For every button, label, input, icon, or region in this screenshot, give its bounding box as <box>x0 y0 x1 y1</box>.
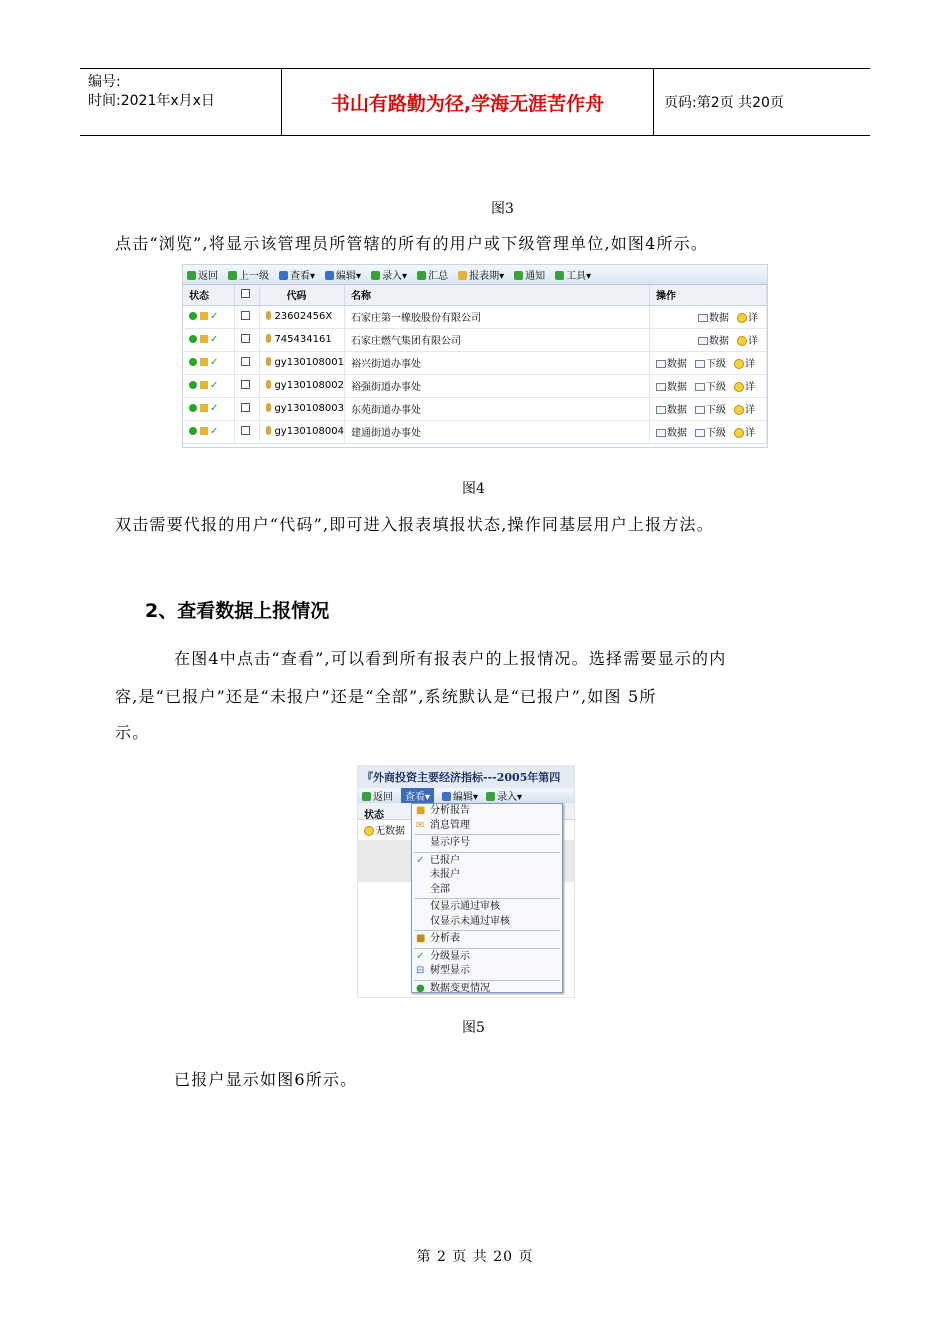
col-select[interactable] <box>234 285 260 305</box>
paragraph-view-line3: 示。 <box>115 723 150 742</box>
caption-fig3: 图3 <box>491 201 514 217</box>
status-cell <box>183 374 234 397</box>
menu-divider <box>414 930 560 931</box>
data-icon <box>656 360 666 368</box>
tb-edit[interactable]: 编辑▾ <box>325 267 361 282</box>
menu-label: 消息管理 <box>430 819 470 831</box>
tb-period[interactable]: 报表期▾ <box>458 267 504 282</box>
row-checkbox-cell[interactable] <box>234 374 260 397</box>
code-cell[interactable] <box>260 351 345 374</box>
op-detail[interactable] <box>737 332 758 347</box>
folder-icon <box>266 426 271 435</box>
folder-icon <box>266 403 271 412</box>
paragraph-view-line2: 容,是“已报户”还是“未报户”还是“全部”,系统默认是“已报户”,如图 5所 <box>115 687 657 706</box>
ops-cell <box>650 328 767 351</box>
change-icon: ● <box>416 982 425 994</box>
header-motto: 书山有路勤为径,学海无涯苦作舟 <box>282 69 654 135</box>
check-icon: ✓ <box>210 403 219 414</box>
code-text[interactable]: 745434161 <box>274 334 332 345</box>
row-checkbox-cell[interactable] <box>234 420 260 443</box>
status-dot-icon <box>189 312 197 320</box>
menu-item-unreported[interactable] <box>412 868 562 883</box>
name-cell: 石家庄第一橡胶股份有限公司 <box>344 305 649 328</box>
sublevel-icon <box>695 360 705 368</box>
col-ops: 操作 <box>650 285 767 305</box>
header-date: 时间:2021年x月x日 <box>88 93 215 109</box>
lock-icon <box>200 335 208 343</box>
edit-icon <box>442 792 451 801</box>
menu-label: 分析报告 <box>430 805 470 816</box>
menu-item-all[interactable] <box>412 883 562 898</box>
op-sublevel[interactable] <box>695 355 726 370</box>
status-dot-icon <box>189 381 197 389</box>
menu-item-level-view[interactable] <box>412 950 562 965</box>
op-sublevel[interactable] <box>695 424 726 439</box>
op-detail[interactable] <box>737 309 758 324</box>
ops-cell <box>650 351 767 374</box>
lock-icon <box>200 404 208 412</box>
status-dot-icon <box>189 335 197 343</box>
menu-item-data-changes[interactable] <box>412 982 562 997</box>
menu-item-messages[interactable] <box>412 819 562 834</box>
tb-tools[interactable]: 工具▾ <box>555 267 591 282</box>
lock-icon <box>200 427 208 435</box>
status-cell <box>183 397 234 420</box>
menu-label: 仅显示通过审核 <box>430 901 500 912</box>
menu-divider <box>414 980 560 981</box>
code-cell[interactable] <box>260 328 345 351</box>
op-data-label: 数据 <box>667 428 687 439</box>
input-icon <box>371 271 380 280</box>
view-icon <box>279 271 288 280</box>
op-detail-label: 详 <box>748 313 758 324</box>
header-page-info: 页码:第2页 共20页 <box>664 95 784 111</box>
figure-5-view-menu <box>357 765 575 998</box>
status-dot-icon <box>189 404 197 412</box>
status-cell <box>183 305 234 328</box>
fig4-table <box>183 285 767 444</box>
op-sublevel[interactable] <box>695 401 726 416</box>
ops-cell <box>650 305 767 328</box>
status-cell <box>183 351 234 374</box>
op-detail[interactable] <box>734 355 755 370</box>
row-checkbox[interactable] <box>241 380 250 389</box>
tb-up[interactable]: 上一级 <box>228 267 269 282</box>
col-status: 状态 <box>183 285 234 305</box>
menu-label: 全部 <box>430 883 450 895</box>
menu-divider <box>414 898 560 899</box>
lock-icon <box>200 358 208 366</box>
menu-label: 未报户 <box>430 869 460 880</box>
table-row[interactable] <box>183 305 767 328</box>
back-icon <box>362 792 371 801</box>
info-icon <box>737 313 747 323</box>
op-data-label: 数据 <box>667 382 687 393</box>
fig5-edit[interactable]: 编辑▾ <box>442 788 478 803</box>
op-sublevel-label: 下级 <box>706 359 726 370</box>
tb-notify[interactable]: 通知 <box>514 267 545 282</box>
fig4-toolbar <box>183 265 767 285</box>
name-cell: 裕兴街道办事处 <box>344 351 649 374</box>
row-checkbox[interactable] <box>241 357 250 366</box>
check-icon: ✓ <box>210 380 219 391</box>
fig5-back[interactable]: 返回 <box>362 788 393 803</box>
tb-summary[interactable]: 汇总 <box>417 267 448 282</box>
menu-label: 数据变更情况 <box>430 982 490 994</box>
tb-input[interactable]: 录入▾ <box>371 267 407 282</box>
header-meta <box>80 69 282 135</box>
op-data[interactable] <box>698 309 729 324</box>
fig5-row-label: 无数据 <box>375 826 405 837</box>
code-text[interactable]: gy130108001 <box>274 357 344 368</box>
code-cell[interactable] <box>260 374 345 397</box>
status-dot-icon <box>189 427 197 435</box>
row-checkbox-cell[interactable] <box>234 305 260 328</box>
lock-icon <box>200 381 208 389</box>
paragraph-browse: 点击“浏览”,将显示该管理员所管辖的所有的用户或下级管理单位,如图4所示。 <box>115 234 709 253</box>
status-cell <box>183 328 234 351</box>
col-name: 名称 <box>344 285 649 305</box>
ops-cell <box>650 397 767 420</box>
menu-divider <box>414 948 560 949</box>
row-checkbox[interactable] <box>241 426 250 435</box>
menu-item-show-index[interactable] <box>412 836 562 851</box>
row-checkbox-cell[interactable] <box>234 328 260 351</box>
op-detail-label: 详 <box>745 359 755 370</box>
name-cell: 石家庄燃气集团有限公司 <box>344 328 649 351</box>
check-icon: ✓ <box>210 311 219 322</box>
menu-item-approved-only[interactable] <box>412 900 562 915</box>
fig5-toolbar <box>358 788 574 803</box>
tb-back[interactable]: 返回 <box>187 267 218 282</box>
menu-item-analysis-report[interactable] <box>412 804 562 819</box>
menu-label: 显示序号 <box>430 837 470 848</box>
info-icon <box>734 359 744 369</box>
status-cell <box>183 420 234 443</box>
ops-cell <box>650 374 767 397</box>
check-icon: ✓ <box>210 426 219 437</box>
data-icon <box>698 314 708 322</box>
op-detail-label: 详 <box>745 405 755 416</box>
table-icon: ■ <box>416 933 426 944</box>
col-code: 代码 <box>260 285 345 305</box>
table-row[interactable] <box>183 351 767 374</box>
fig5-input[interactable]: 录入▾ <box>486 788 522 803</box>
page-footer: 第 2 页 共 20 页 <box>416 1249 534 1265</box>
edit-icon <box>325 271 334 280</box>
menu-item-tree-view[interactable] <box>412 964 562 979</box>
table-row[interactable] <box>183 397 767 420</box>
op-detail-label: 详 <box>745 382 755 393</box>
menu-item-reported[interactable] <box>412 854 562 869</box>
page-header <box>80 68 870 136</box>
period-icon <box>458 271 467 280</box>
sublevel-icon <box>695 429 705 437</box>
op-sublevel-label: 下级 <box>706 405 726 416</box>
section-heading: 2、查看数据上报情况 <box>145 600 330 622</box>
op-data[interactable] <box>656 378 687 393</box>
info-icon <box>734 405 744 415</box>
op-data-label: 数据 <box>709 313 729 324</box>
row-checkbox[interactable] <box>241 403 250 412</box>
op-data[interactable] <box>656 424 687 439</box>
menu-item-analysis-table[interactable] <box>412 932 562 947</box>
folder-icon <box>266 357 271 366</box>
folder-icon <box>266 380 271 389</box>
notify-icon <box>514 271 523 280</box>
row-checkbox[interactable] <box>241 334 250 343</box>
op-data-label: 数据 <box>667 359 687 370</box>
fig5-header: 状态 <box>358 803 574 820</box>
tb-view[interactable]: 查看▾ <box>279 267 315 282</box>
name-cell: 裕强街道办事处 <box>344 374 649 397</box>
tools-icon <box>555 271 564 280</box>
table-row[interactable] <box>183 328 767 351</box>
view-dropdown-menu <box>411 803 563 993</box>
info-icon <box>364 826 374 836</box>
check-icon: ✓ <box>210 357 219 368</box>
figure-4-user-list <box>182 264 768 448</box>
op-sublevel-label: 下级 <box>706 428 726 439</box>
code-cell[interactable] <box>260 420 345 443</box>
op-detail[interactable] <box>734 424 755 439</box>
op-detail-label: 详 <box>748 336 758 347</box>
code-text[interactable]: 23602456X <box>274 311 333 322</box>
user-icon <box>266 334 271 343</box>
up-icon <box>228 271 237 280</box>
paragraph-reported: 已报户显示如图6所示。 <box>174 1070 358 1089</box>
ops-cell <box>650 420 767 443</box>
menu-divider <box>414 852 560 853</box>
name-cell: 东苑街道办事处 <box>344 397 649 420</box>
op-detail-label: 详 <box>745 428 755 439</box>
back-icon <box>187 271 196 280</box>
data-icon <box>698 337 708 345</box>
user-icon <box>266 311 271 320</box>
data-icon <box>656 429 666 437</box>
op-data[interactable] <box>698 332 729 347</box>
summary-icon <box>417 271 426 280</box>
menu-label: 已报户 <box>430 854 460 866</box>
data-icon <box>656 383 666 391</box>
tree-icon: ⊟ <box>416 965 425 976</box>
table-row[interactable] <box>183 374 767 397</box>
fig5-title: 『外商投资主要经济指标---2005年第四 <box>358 766 574 788</box>
check-icon: ✓ <box>210 334 219 345</box>
op-detail[interactable] <box>734 378 755 393</box>
table-header-row <box>183 285 767 305</box>
select-all-checkbox[interactable] <box>241 289 250 298</box>
op-detail[interactable] <box>734 401 755 416</box>
info-icon <box>734 428 744 438</box>
header-number: 编号: <box>88 74 121 90</box>
mail-icon: ✉ <box>416 819 425 831</box>
code-cell[interactable] <box>260 397 345 420</box>
code-text[interactable]: gy130108002 <box>274 380 344 391</box>
paragraph-double-click: 双击需要代报的用户“代码”,即可进入报表填报状态,操作同基层用户上报方法。 <box>115 515 714 534</box>
op-data[interactable] <box>656 355 687 370</box>
code-text[interactable]: gy130108003 <box>274 403 344 414</box>
input-icon <box>486 792 495 801</box>
lock-icon <box>200 312 208 320</box>
fig5-view[interactable]: 查看▾ <box>401 788 434 803</box>
op-data[interactable] <box>656 401 687 416</box>
check-icon: ✓ <box>416 854 425 866</box>
data-icon <box>656 406 666 414</box>
info-icon <box>734 382 744 392</box>
caption-fig4: 图4 <box>462 481 485 497</box>
op-data-label: 数据 <box>667 405 687 416</box>
op-sublevel[interactable] <box>695 378 726 393</box>
code-text[interactable]: gy130108004 <box>274 426 344 437</box>
status-dot-icon <box>189 358 197 366</box>
row-checkbox[interactable] <box>241 311 250 320</box>
menu-label: 树型显示 <box>430 965 470 976</box>
menu-label: 仅显示未通过审核 <box>430 915 510 927</box>
op-sublevel-label: 下级 <box>706 382 726 393</box>
menu-label: 分析表 <box>430 933 460 944</box>
menu-item-unapproved-only[interactable] <box>412 915 562 930</box>
menu-label: 分级显示 <box>430 950 470 962</box>
op-data-label: 数据 <box>709 336 729 347</box>
row-checkbox-cell[interactable] <box>234 351 260 374</box>
check-icon: ✓ <box>416 950 425 962</box>
code-cell[interactable] <box>260 305 345 328</box>
caption-fig5: 图5 <box>462 1020 485 1036</box>
sublevel-icon <box>695 383 705 391</box>
info-icon <box>737 336 747 346</box>
paragraph-view-line1: 在图4中点击“查看”,可以看到所有报表户的上报情况。选择需要显示的内 <box>174 649 727 668</box>
name-cell: 建通街道办事处 <box>344 420 649 443</box>
table-row[interactable] <box>183 420 767 443</box>
menu-divider <box>414 834 560 835</box>
sublevel-icon <box>695 406 705 414</box>
row-checkbox-cell[interactable] <box>234 397 260 420</box>
report-icon: ■ <box>416 805 426 816</box>
